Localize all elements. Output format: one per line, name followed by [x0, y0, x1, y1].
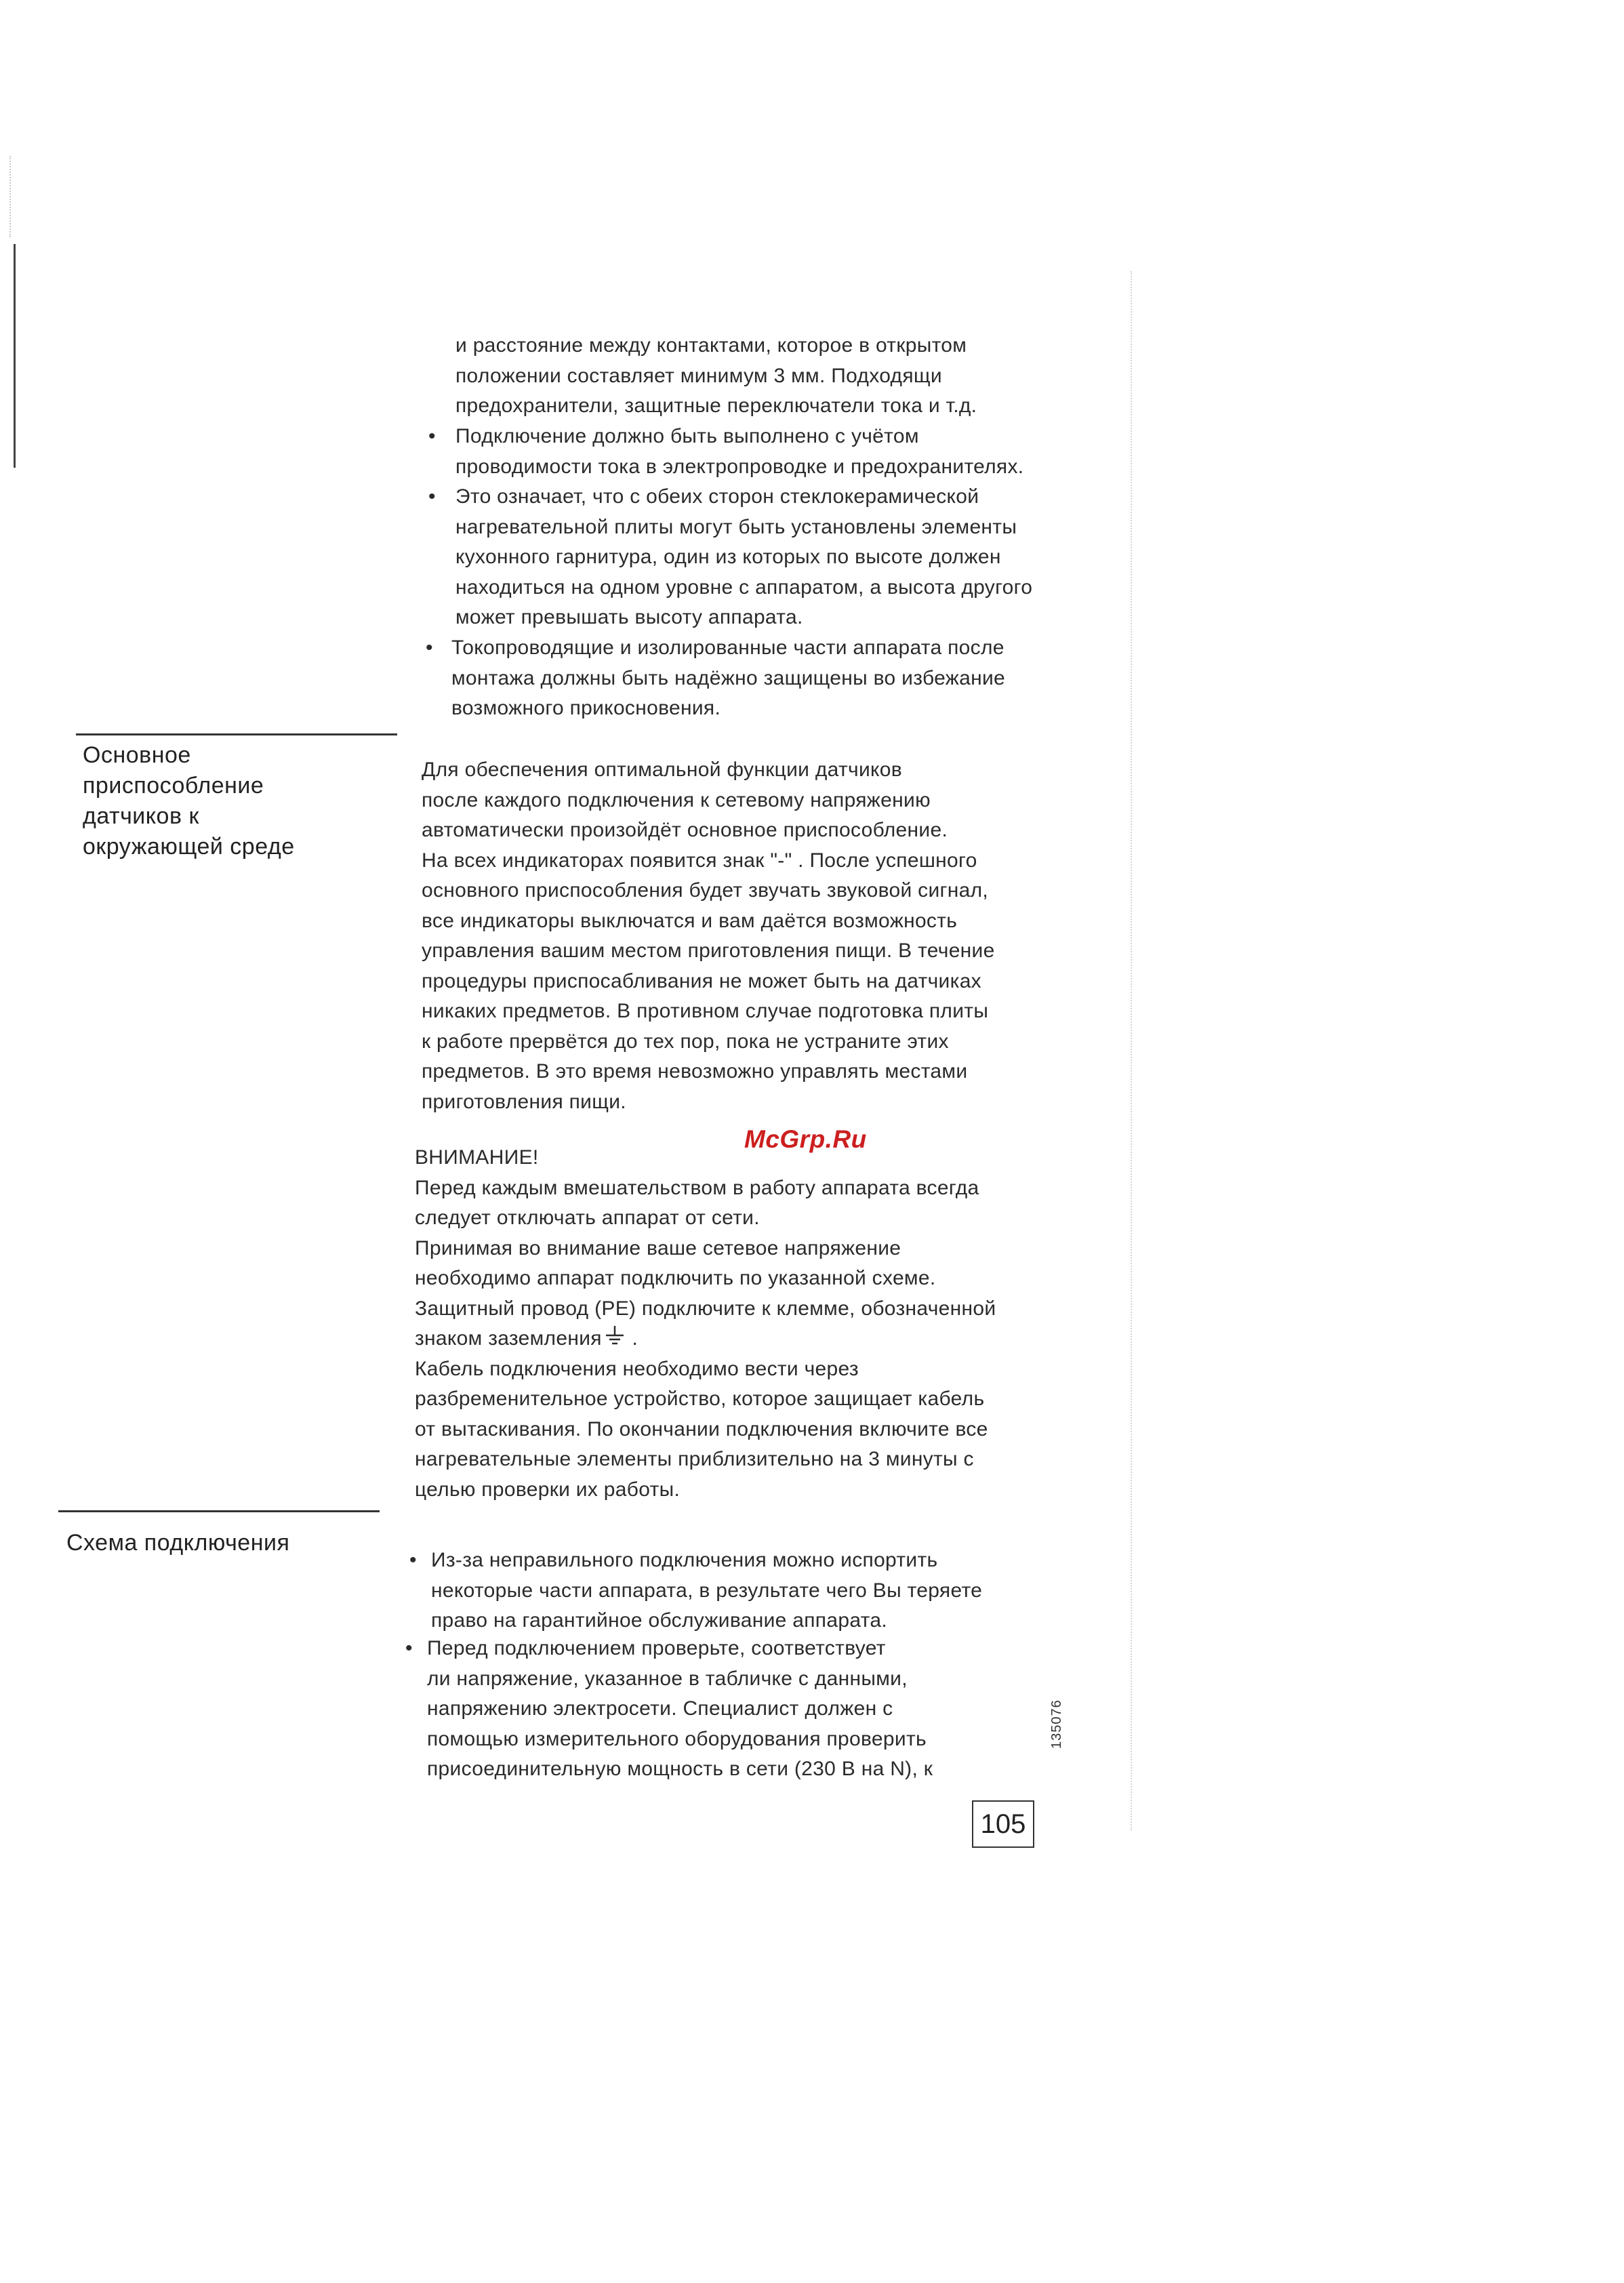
- ground-line: [415, 1324, 996, 1354]
- text-line: Перед каждым вмешательством в работу аппарата всегда: [415, 1176, 979, 1199]
- text-line: после каждого подключения к сетевому напряжению: [422, 788, 931, 811]
- top-continuation: [455, 331, 977, 422]
- text-line: Перед подключением проверьте, соответствует: [427, 1637, 886, 1659]
- text-line: право на гарантийное обслуживание аппарата.: [431, 1609, 887, 1632]
- text-line: Из-за неправильного подключения можно испортить: [431, 1549, 938, 1571]
- warning-block: [415, 1143, 996, 1505]
- text-line: к работе прервётся до тех пор, пока не устраните этих: [422, 1030, 949, 1053]
- text-line: Это означает, что с обеих сторон стеклокерамической: [455, 485, 979, 508]
- text-line: На всех индикаторах появится знак "-" . После успешного: [422, 849, 977, 872]
- text-line: Кабель подключения необходимо вести через: [415, 1357, 859, 1380]
- page-number: 105: [972, 1800, 1034, 1848]
- text-line: основного приспособления будет звучать звуковой сигнал,: [422, 879, 989, 902]
- text-line: кухонного гарнитура, один из которых по высоте должен: [455, 546, 1001, 568]
- text-line: Принимая во внимание ваше сетевое напряжение: [415, 1236, 901, 1259]
- text-line: предметов. В это время невозможно управлять местами: [422, 1060, 968, 1083]
- top-bullet-3: [451, 633, 1005, 724]
- text-line: находиться на одном уровне с аппаратом, а высота другого: [455, 575, 1033, 599]
- heading-line: Основное: [83, 742, 191, 768]
- text-line: управления вашим местом приготовления пищи. В течение: [422, 940, 995, 962]
- text-line: Токопроводящие и изолированные части аппарата после: [451, 637, 1004, 659]
- top-bullet-1: [455, 422, 1023, 482]
- heading-line: приспособление: [83, 773, 264, 799]
- section-divider: [76, 733, 397, 735]
- text-line: приготовления пищи.: [422, 1090, 626, 1113]
- bullet-marker: •: [426, 637, 433, 659]
- text-line: помощью измерительного оборудования проверить: [427, 1727, 927, 1750]
- scan-edge-dots-right: [1131, 271, 1134, 1830]
- text-line: от вытаскивания. По окончании подключения включите все: [415, 1417, 988, 1440]
- watermark: McGrp.Ru: [744, 1125, 867, 1153]
- section-heading-sensor-adaptation: [83, 740, 295, 862]
- text-line: присоединительную мощность в сети (230 В на N), к: [427, 1758, 933, 1780]
- text-line: разбременительное устройство, которое защищает кабель: [415, 1388, 985, 1410]
- text-line: Для обеспечения оптимальной функции датчиков: [422, 759, 903, 781]
- ground-symbol-icon: [603, 1326, 626, 1346]
- text-line: может превышать высоту аппарата.: [455, 606, 803, 628]
- text-line: возможного прикосновения.: [451, 697, 721, 719]
- text-line: нагревательной плиты могут быть установлены элементы: [455, 515, 1017, 538]
- top-bullet-2: [455, 482, 1032, 633]
- text-line: положении составляет минимум 3 мм. Подходящи: [455, 364, 942, 387]
- ground-line-suffix: .: [626, 1327, 638, 1350]
- section-heading-connection-scheme: Схема подключения: [66, 1530, 290, 1556]
- text-line: автоматически произойдёт основное приспособление.: [422, 819, 948, 841]
- bullet-marker: •: [428, 425, 436, 447]
- heading-line: окружающей среде: [83, 834, 295, 860]
- text-line: все индикаторы выключатся и вам даётся возможность: [422, 909, 958, 932]
- scan-edge-dots-left: [9, 156, 13, 237]
- document-code: 135076: [1049, 1699, 1064, 1749]
- connection-bullet-2: [427, 1634, 933, 1785]
- text-line: предохранители, защитные переключатели тока и т.д.: [455, 395, 977, 417]
- text-line: Защитный провод (PE) подключите к клемме, обозначенной: [415, 1297, 996, 1320]
- bullet-marker: •: [409, 1549, 417, 1571]
- text-line: необходимо аппарат подключить по указанной схеме.: [415, 1267, 936, 1289]
- section-divider: [58, 1510, 380, 1512]
- bullet-marker: •: [405, 1637, 413, 1659]
- text-line: следует отключать аппарат от сети.: [415, 1207, 760, 1229]
- ground-line-text: знаком заземления: [415, 1327, 602, 1350]
- text-line: целью проверки их работы.: [415, 1478, 681, 1501]
- bullet-marker: •: [428, 485, 436, 508]
- heading-line: датчиков к: [83, 803, 199, 829]
- text-line: напряжению электросети. Специалист должен с: [427, 1697, 893, 1720]
- text-line: проводимости тока в электропроводке и предохранителях.: [455, 455, 1024, 478]
- text-line: процедуры приспосабливания не может быть на датчиках: [422, 969, 981, 992]
- scan-edge-mark: [14, 244, 16, 468]
- connection-bullet-1: [431, 1545, 982, 1636]
- text-line: ли напряжение, указанное в табличке с данными,: [427, 1667, 908, 1690]
- warning-title: ВНИМАНИЕ!: [415, 1146, 539, 1169]
- text-line: Подключение должно быть выполнено с учётом: [455, 425, 919, 447]
- text-line: нагревательные элементы приблизительно на 3 минуты с: [415, 1448, 974, 1470]
- text-line: никаких предметов. В противном случае подготовка плиты: [422, 1000, 989, 1022]
- text-line: и расстояние между контактами, которое в открытом: [455, 334, 967, 357]
- text-line: некоторые части аппарата, в результате чего Вы теряете: [431, 1579, 983, 1602]
- text-line: монтажа должны быть надёжно защищены во избежание: [451, 666, 1005, 689]
- sensor-paragraph: [422, 755, 995, 1117]
